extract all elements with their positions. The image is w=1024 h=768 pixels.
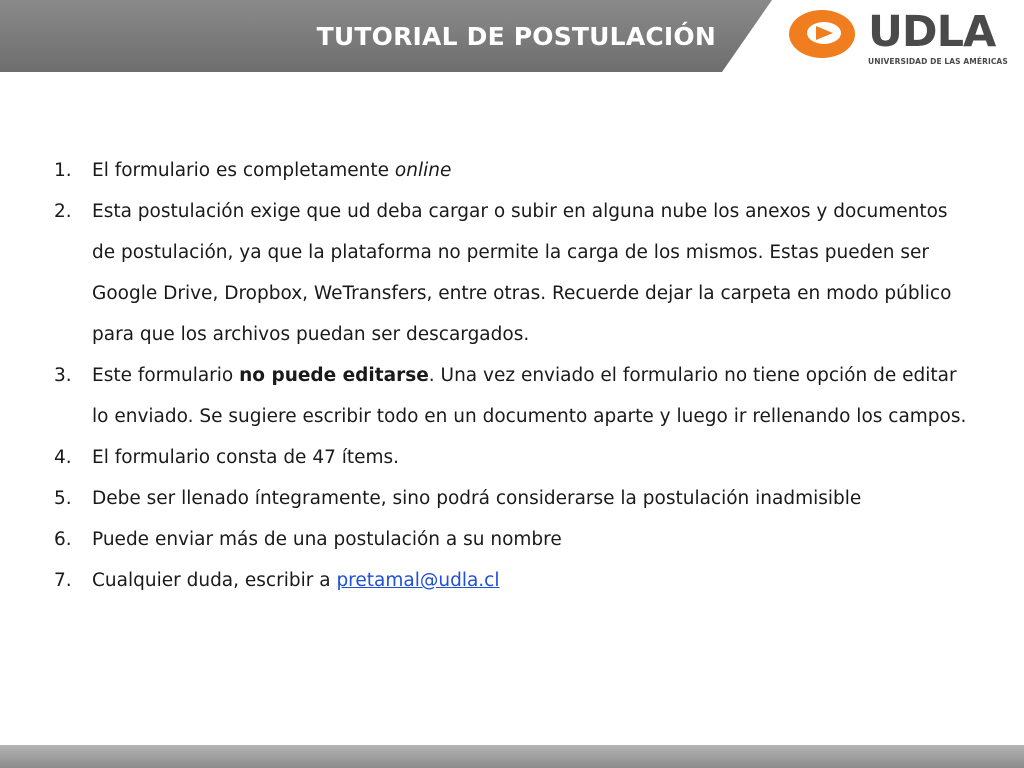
item-text: Esta postulación exige que ud deba cargar o subir en alguna nube los anexos y documentos de postulación, ya que la plataforma no permite la carga de los mismos. Estas pueden ser Google Drive, Dropbox, WeTransfers, entre otras. Recuerde dejar la carpeta en modo público para que los archivos puedan ser descargados. xyxy=(92,201,952,345)
item-text: Puede enviar más de una postulación a su nombre xyxy=(92,529,562,550)
logo-word: UDLA xyxy=(868,7,996,57)
list-item-5 xyxy=(54,478,974,519)
item-number: 3. xyxy=(54,365,72,386)
email-link[interactable]: pretamal@udla.cl xyxy=(336,570,500,591)
item-text: El formulario consta de 47 ítems. xyxy=(92,447,400,468)
item-text: Debe ser llenado íntegramente, sino podrá considerarse la postulación inadmisible xyxy=(92,488,862,509)
item-number: 6. xyxy=(54,529,72,550)
item-text: El formulario es completamente xyxy=(92,160,395,181)
item-number: 2. xyxy=(54,201,72,222)
list-item-1 xyxy=(54,150,974,191)
list-item-6 xyxy=(54,519,974,560)
page-title: TUTORIAL DE POSTULACIÓN xyxy=(316,21,716,51)
logo-mark-icon xyxy=(786,6,866,66)
instructions-list xyxy=(54,150,974,601)
item-text: Este formulario xyxy=(92,365,240,386)
udla-logo xyxy=(786,6,1006,72)
list-item-2 xyxy=(54,191,974,355)
item-number: 5. xyxy=(54,488,72,509)
list-item-3 xyxy=(54,355,974,437)
list-item-7 xyxy=(54,560,974,601)
logo-subtitle: UNIVERSIDAD DE LAS AMÉRICAS xyxy=(868,57,1008,66)
item-emphasis: online xyxy=(394,160,452,181)
item-number: 4. xyxy=(54,447,72,468)
item-number: 1. xyxy=(54,160,72,181)
item-bold-text: no puede editarse xyxy=(239,365,429,386)
item-text-continued: . Una vez enviado el formulario no tiene opción de editar lo enviado. Se sugiere escribir todo en un documento aparte y luego ir rellenando los campos. xyxy=(92,365,967,427)
header-band xyxy=(0,0,790,72)
item-text: Cualquier duda, escribir a xyxy=(92,570,337,591)
footer-bar xyxy=(0,745,1024,768)
item-number: 7. xyxy=(54,570,72,591)
list-item-4 xyxy=(54,437,974,478)
